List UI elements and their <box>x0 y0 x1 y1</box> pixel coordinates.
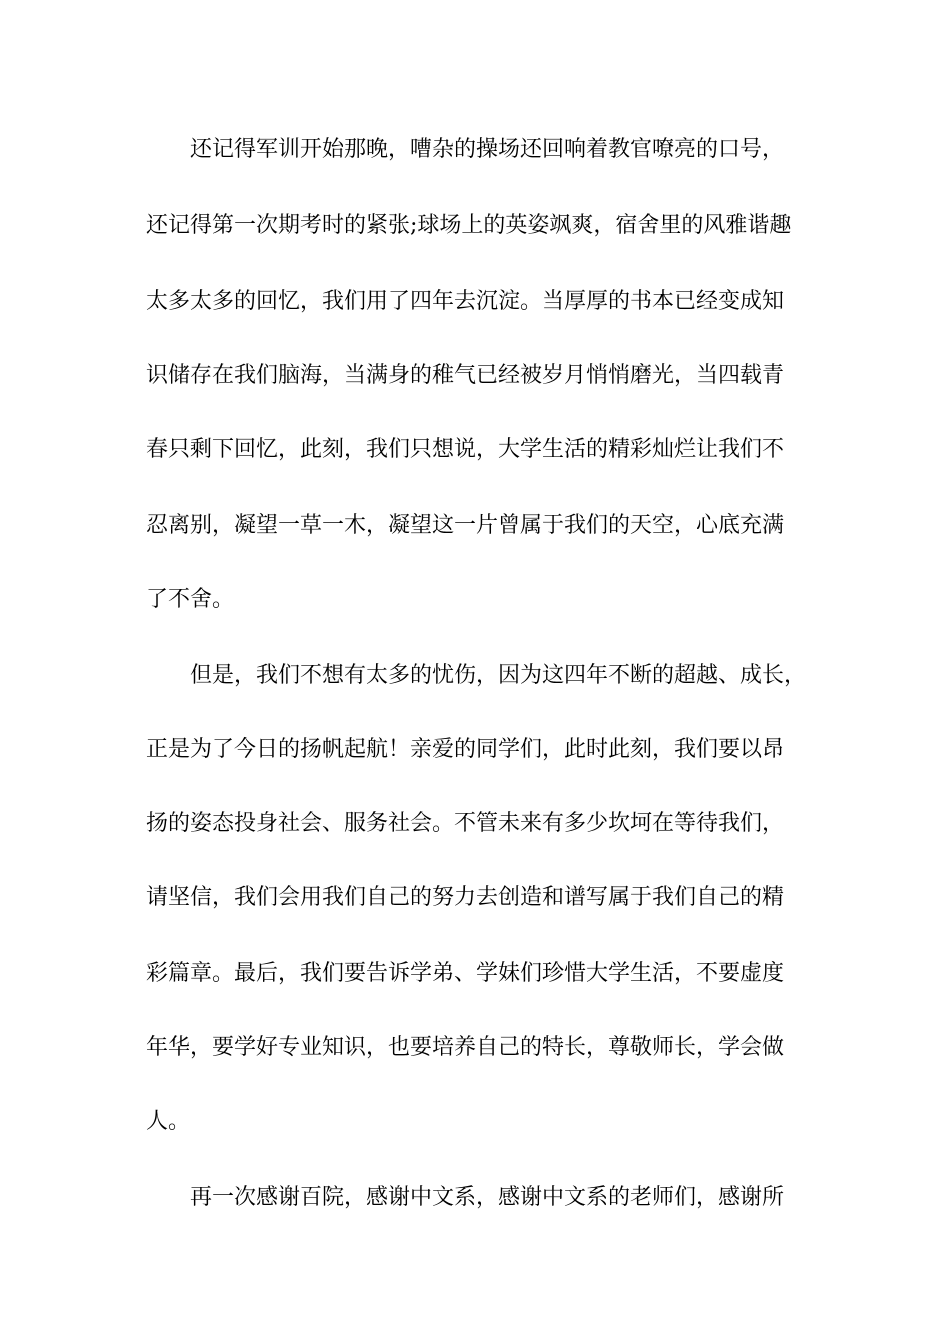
paragraph-2-line-7: 人。 <box>146 1109 191 1134</box>
paragraph-1-line-1: 还记得军训开始那晚，嘈杂的操场还回响着教官嘹亮的口号， <box>190 137 785 162</box>
paragraph-1-line-2: 还记得第一次期考时的紧张;球场上的英姿飒爽，宿舍里的风雅谐趣 <box>146 213 792 238</box>
paragraph-3-line-1: 再一次感谢百院，感谢中文系，感谢中文系的老师们，感谢所 <box>190 1185 785 1210</box>
paragraph-2-line-3: 扬的姿态投身社会、服务社会。不管未来有多少坎坷在等待我们， <box>146 811 785 836</box>
paragraph-2-line-6: 年华，要学好专业知识，也要培养自己的特长，尊敬师长，学会做 <box>146 1035 785 1060</box>
paragraph-2-line-4: 请坚信，我们会用我们自己的努力去创造和谱写属于我们自己的精 <box>146 885 785 910</box>
paragraph-1-line-5: 春只剩下回忆，此刻，我们只想说，大学生活的精彩灿烂让我们不 <box>146 437 785 462</box>
paragraph-1-line-3: 太多太多的回忆，我们用了四年去沉淀。当厚厚的书本已经变成知 <box>146 289 785 314</box>
paragraph-2-line-5: 彩篇章。最后，我们要告诉学弟、学妹们珍惜大学生活，不要虚度 <box>146 961 785 986</box>
paragraph-2-line-1: 但是，我们不想有太多的忧伤，因为这四年不断的超越、成长， <box>190 663 807 688</box>
paragraph-1-line-4: 识储存在我们脑海，当满身的稚气已经被岁月悄悄磨光，当四载青 <box>146 363 785 388</box>
paragraph-2-line-2: 正是为了今日的扬帆起航！亲爱的同学们，此时此刻，我们要以昂 <box>146 737 785 762</box>
paragraph-1-line-7: 了不舍。 <box>146 587 235 612</box>
paragraph-1-line-6: 忍离别，凝望一草一木，凝望这一片曾属于我们的天空，心底充满 <box>146 513 785 538</box>
